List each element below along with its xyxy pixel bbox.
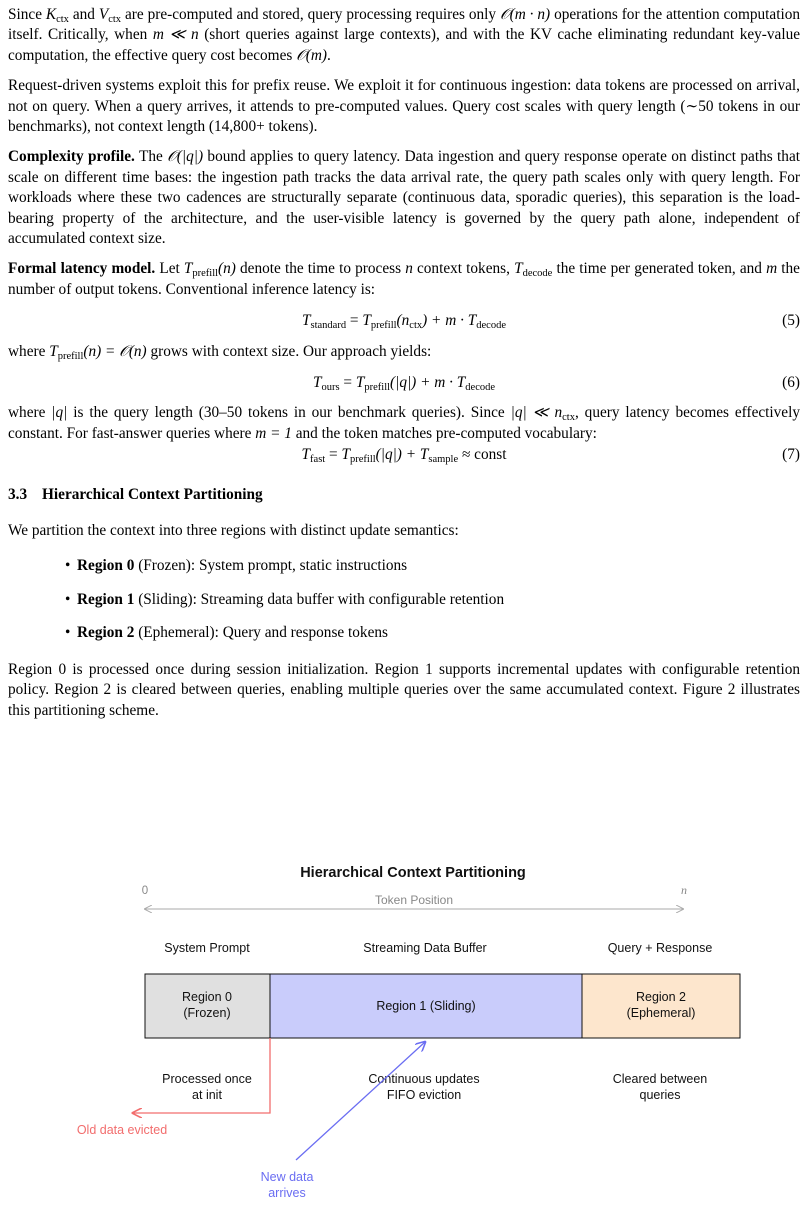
equation-number: (5) xyxy=(782,312,800,330)
math-prefill-on: $T_{prefill}(n)$ = 𝒪(n) xyxy=(49,342,147,362)
list-item: • Region 2 (Ephemeral): Query and response tokens xyxy=(77,623,800,643)
math-v-ctx: $V_{ctx}$ xyxy=(98,6,122,25)
figure-title: Hierarchical Context Partitioning xyxy=(300,865,526,881)
axis-start-label: 0 xyxy=(141,885,149,897)
partitioning-diagram xyxy=(0,860,808,1205)
section-heading xyxy=(8,485,800,505)
section-number: 3.3 xyxy=(8,485,28,503)
figure-partitioning xyxy=(0,860,808,1205)
region-2-label: Region 2 xyxy=(635,990,687,1004)
paragraph-lead: Formal latency model. xyxy=(8,260,156,278)
arrival-sublabel: arrives xyxy=(268,1186,306,1200)
region-top-label: Query + Response xyxy=(607,941,713,955)
eviction-label: Old data evicted xyxy=(76,1123,168,1137)
region-0-sublabel: (Frozen) xyxy=(183,1006,231,1020)
equation-number: (6) xyxy=(782,374,800,392)
list-item: • Region 0 (Frozen): System prompt, static instructions xyxy=(77,556,800,576)
bullet: • xyxy=(65,557,71,575)
bullet: • xyxy=(65,624,71,642)
region-bottom-label: queries xyxy=(639,1088,681,1102)
bullet: • xyxy=(65,590,71,608)
paragraph-complexity-profile: Complexity profile. The 𝒪(|q|) bound applies to query latency. Data ingestion and query response operate on distinct paths that scale on different time bases: the ingestion path tracks the data arrival rate, the query path scales only with query length. For workloads where these two cadences are structurally separate (continuous data, sporadic queries), this separation is the load-bearing property of the architecture, and the user-visible latency is governed by the query path alone, independent of accumulated context size. xyxy=(8,148,800,248)
region-bottom-label: Continuous updates xyxy=(368,1072,480,1086)
region-1-label: Region 1 (Sliding) xyxy=(376,999,476,1013)
paragraph-latency-model: Formal latency model. Let $T_{prefill}(n)$ denote the time to process n context tokens, $T_{decode}$ the time per generated token, and m the number of output tokens. Conventional inference latency is: xyxy=(8,260,800,298)
math-t-decode: $T_{decode}$ xyxy=(514,260,553,280)
region-bottom-label: Processed once xyxy=(162,1072,252,1086)
region-bottom-label: Cleared between xyxy=(612,1072,708,1086)
arrival-label: New data xyxy=(260,1170,314,1184)
math-o-mn: 𝒪(m · n) xyxy=(499,6,551,23)
math-m-ll-n: m ≪ n xyxy=(152,26,199,44)
math-k-ctx: $K_{ctx}$ xyxy=(45,6,69,25)
paragraph-partition-intro: We partition the context into three regions with distinct update semantics: xyxy=(8,522,459,540)
math-t-prefill-n: $T_{prefill}(n)$ xyxy=(183,260,236,280)
paragraph-lead: Complexity profile. xyxy=(8,148,135,166)
region-list xyxy=(8,556,800,643)
equation-6: $T_{ours} = T_{prefill}(|q|) + m \cdot T_{decode}$ (6) xyxy=(312,374,800,394)
region-bottom-label: at init xyxy=(192,1088,222,1102)
region-0-label: Region 0 xyxy=(181,990,233,1004)
paragraph-partition-details: Region 0 is processed once during session initialization. Region 1 supports incremental updates with configurable retention policy. Region 2 is cleared between queries, enabling multiple queries over the same accumulated context. Figure 2 illustrates this partitioning scheme. xyxy=(8,660,800,719)
math-o-q: 𝒪(|q|) xyxy=(167,148,204,166)
axis-end-label: n xyxy=(681,883,687,897)
paragraph-where-query: where |q| is the query length (30–50 tokens in our benchmark queries). Since |q| ≪ $n_{ctx}$, query latency becomes effectively constant. For fast-answer queries where m = 1 and the token matches pre-computed vocabulary: xyxy=(8,404,800,442)
section-title: Hierarchical Context Partitioning xyxy=(42,485,263,503)
region-bottom-label: FIFO eviction xyxy=(386,1088,462,1102)
math-o-m: 𝒪(m) xyxy=(296,46,328,64)
paper-page xyxy=(8,0,800,721)
equation-5: $T_{standard} = T_{prefill}(n_{ctx}) + m \cdot T_{decode}$ (5) xyxy=(302,312,800,332)
equation-number: (7) xyxy=(782,446,800,464)
region-2-sublabel: (Ephemeral) xyxy=(626,1006,696,1020)
math-q-ll-nctx: |q| ≪ $n_{ctx}$ xyxy=(510,404,575,424)
equation-7: $T_{fast} = T_{prefill}(|q|) + T_{sample}$ ≈ const (7) xyxy=(301,446,800,466)
axis-label: Token Position xyxy=(374,893,454,907)
region-top-label: Streaming Data Buffer xyxy=(363,941,487,955)
paragraph-where-prefill: where $T_{prefill}(n)$ = 𝒪(n) grows with context size. Our approach yields: xyxy=(8,342,432,362)
region-top-label: System Prompt xyxy=(164,941,250,955)
list-item: • Region 1 (Sliding): Streaming data buffer with configurable retention xyxy=(77,590,800,610)
paragraph-query-cost: Since $K_{ctx}$ and $V_{ctx}$ are pre-computed and stored, query processing requires only 𝒪(m · n) operations for the attention computation itself. Critically, when m ≪ n (short queries against large contexts), and with the KV cache eliminating redundant key-value computation, the effective query cost becomes 𝒪(m). xyxy=(8,6,801,64)
paragraph-prefix-reuse: Request-driven systems exploit this for prefix reuse. We exploit it for continuous ingestion: data tokens are processed on arrival, not on query. When a query arrives, it attends to pre-computed values. Query cost scales with query length (∼50 tokens in our benchmarks), not context length (14,800+ tokens). xyxy=(8,77,800,136)
